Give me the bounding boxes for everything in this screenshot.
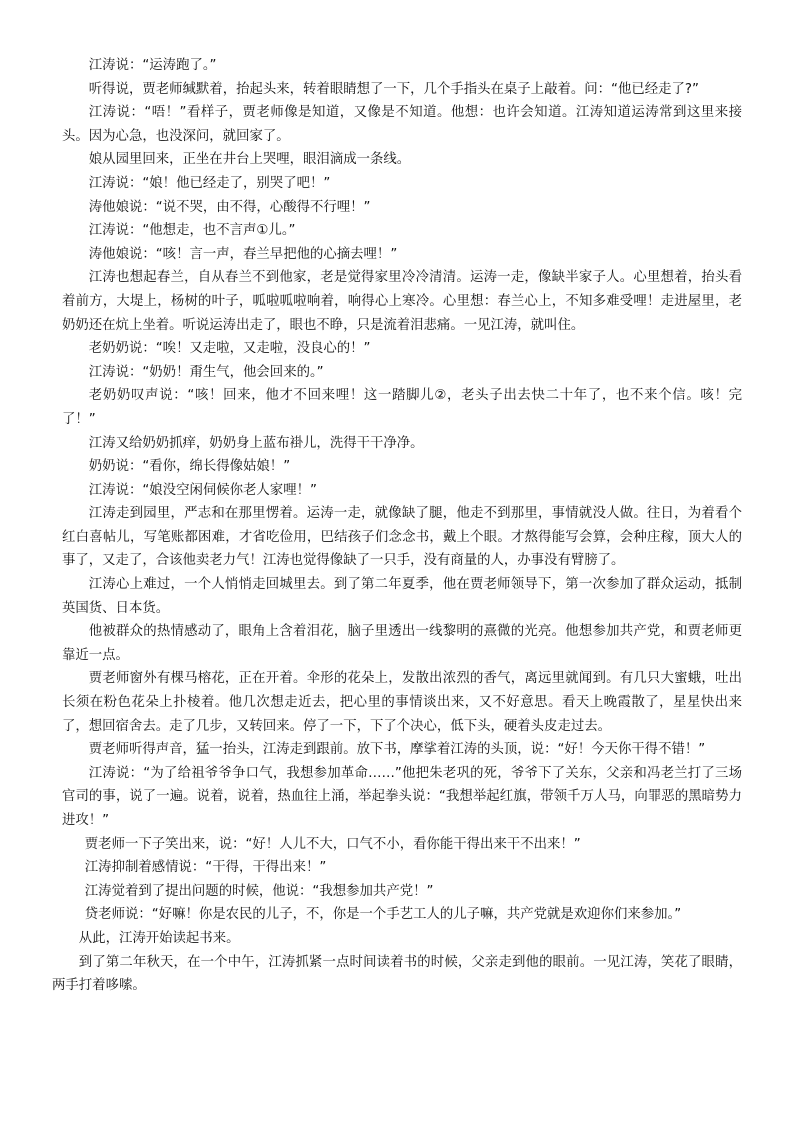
paragraph: 江涛说：“娘没空闲伺候你老人家哩！” bbox=[88, 482, 317, 498]
paragraph: 听得说，贾老师缄默着，抬起头来，转着眼睛想了一下，几个手指头在桌子上敲着。问：“他已经走了?” bbox=[88, 81, 699, 97]
paragraph: 老奶奶说：“唉！又走啦，又走啦，没良心的！” bbox=[88, 341, 371, 357]
paragraph: 江涛心上难过，一个人悄悄走回城里去。到了第二年夏季，他在贾老师领导下，第一次参加了群众运动，抵制英国货、日本货。 bbox=[62, 577, 742, 616]
paragraph: 涛他娘说：“咳！言一声，春兰早把他的心摘去哩！” bbox=[88, 246, 398, 262]
paragraph: 贷老师说：“好嘛！你是农民的儿子，不，你是一个手艺工人的儿子嘛，共产党就是欢迎你们来参加。” bbox=[84, 907, 682, 923]
paragraph: 江涛抑制着感情说：“干得，干得出来！” bbox=[84, 860, 327, 876]
document-page bbox=[52, 54, 742, 998]
paragraph: 他被群众的热情感动了，眼角上含着泪花，脑子里透出一线黎明的熹微的光亮。他想参加共产党，和贾老师更靠近一点。 bbox=[62, 624, 742, 663]
paragraph: 江涛说：“娘！他已经走了，别哭了吧！” bbox=[88, 175, 331, 191]
paragraph: 江涛又给奶奶抓痒，奶奶身上蓝布褂儿，洗得干干净净。 bbox=[88, 435, 424, 451]
paragraph: 江涛也想起春兰，自从春兰不到他家，老是觉得家里冷冷清清。运涛一走，像缺半家子人。心里想着，抬头看着前方，大堤上，杨树的叶子，呱啦呱啦响着，响得心上寒冷。心里想：春兰心上，不知多难受哩！走进屋里，老奶奶还在炕上坐着。听说运涛出走了，眼也不睁，只是流着泪悲痛。一见江涛，就叫住。 bbox=[62, 270, 742, 333]
paragraph: 江涛觉着到了提出问题的时候，他说：“我想参加共产党！” bbox=[84, 883, 434, 899]
paragraph: 贾老师一下子笑出来，说：“好！人儿不大，口气不小，看你能干得出来干不出来！” bbox=[84, 836, 581, 852]
paragraph: 老奶奶叹声说：“咳！回来，他才不回来哩！这一踏脚儿②，老头子出去快二十年了，也不来个信。咳！完了！” bbox=[62, 388, 742, 427]
paragraph: 涛他娘说：“说不哭，由不得，心酸得不行哩！” bbox=[88, 199, 371, 215]
paragraph: 江涛走到园里，严志和在那里愣着。运涛一走，就像缺了腿，他走不到那里，事情就没人做。往日，为着看个红白喜帖儿，写笔账都困难，才省吃俭用，巴结孩子们念念书，戴上个眼。才熬得能写会算，会种庄稼，顶大人的事了，又走了，合该他卖老力气！江涛也觉得像缺了一只手，没有商量的人，办事没有臂膀了。 bbox=[62, 506, 742, 569]
paragraph: 从此，江涛开始读起书来。 bbox=[78, 930, 240, 946]
paragraph: 江涛说：“运涛跑了。” bbox=[88, 58, 217, 73]
paragraph: 江涛说：“为了给祖爷爷争口气，我想参加革命……”他把朱老巩的死，爷爷下了关东，父亲和冯老兰打了三场官司的事，说了一遍。说着，说着，热血往上涌，举起拳头说：“我想举起红旗，带领千万人马，向罪恶的黑暗势力进攻！” bbox=[62, 765, 742, 828]
paragraph: 贾老师听得声音，猛一抬头，江涛走到跟前。放下书，摩挲着江涛的头顶，说：“好！今天你干得不错！” bbox=[88, 742, 706, 758]
paragraph: 江涛说：“奶奶！甭生气，他会回来的。” bbox=[88, 364, 324, 380]
paragraph: 到了第二年秋天，在一个中午，江涛抓紧一点时间读着书的时候，父亲走到他的眼前。一见江涛，笑花了眼睛，两手打着哆嗦。 bbox=[52, 954, 742, 994]
paragraph: 贾老师窗外有棵马榕花，正在开着。伞形的花朵上，发散出浓烈的香气，离远里就闻到。有几只大蜜蛾，吐出长须在粉色花朵上扑棱着。他几次想走近去，把心里的事情谈出来，又不好意思。看天上晚霞散了，星星快出来了，想回宿舍去。走了几步，又转回来。停了一下，下了个决心，低下头，硬着头皮走过去。 bbox=[62, 671, 742, 734]
paragraph: 江涛说：“唔！”看样子，贾老师像是知道，又像是不知道。他想：也许会知道。江涛知道运涛常到这里来接头。因为心急，也没深问，就回家了。 bbox=[62, 105, 742, 144]
paragraph: 娘从园里回来，正坐在井台上哭哩，眼泪滴成一条线。 bbox=[88, 152, 411, 168]
paragraph: 奶奶说：“看你，绵长得像姑娘！” bbox=[88, 459, 291, 475]
paragraph: 江涛说：“他想走，也不言声①儿。” bbox=[88, 223, 296, 239]
